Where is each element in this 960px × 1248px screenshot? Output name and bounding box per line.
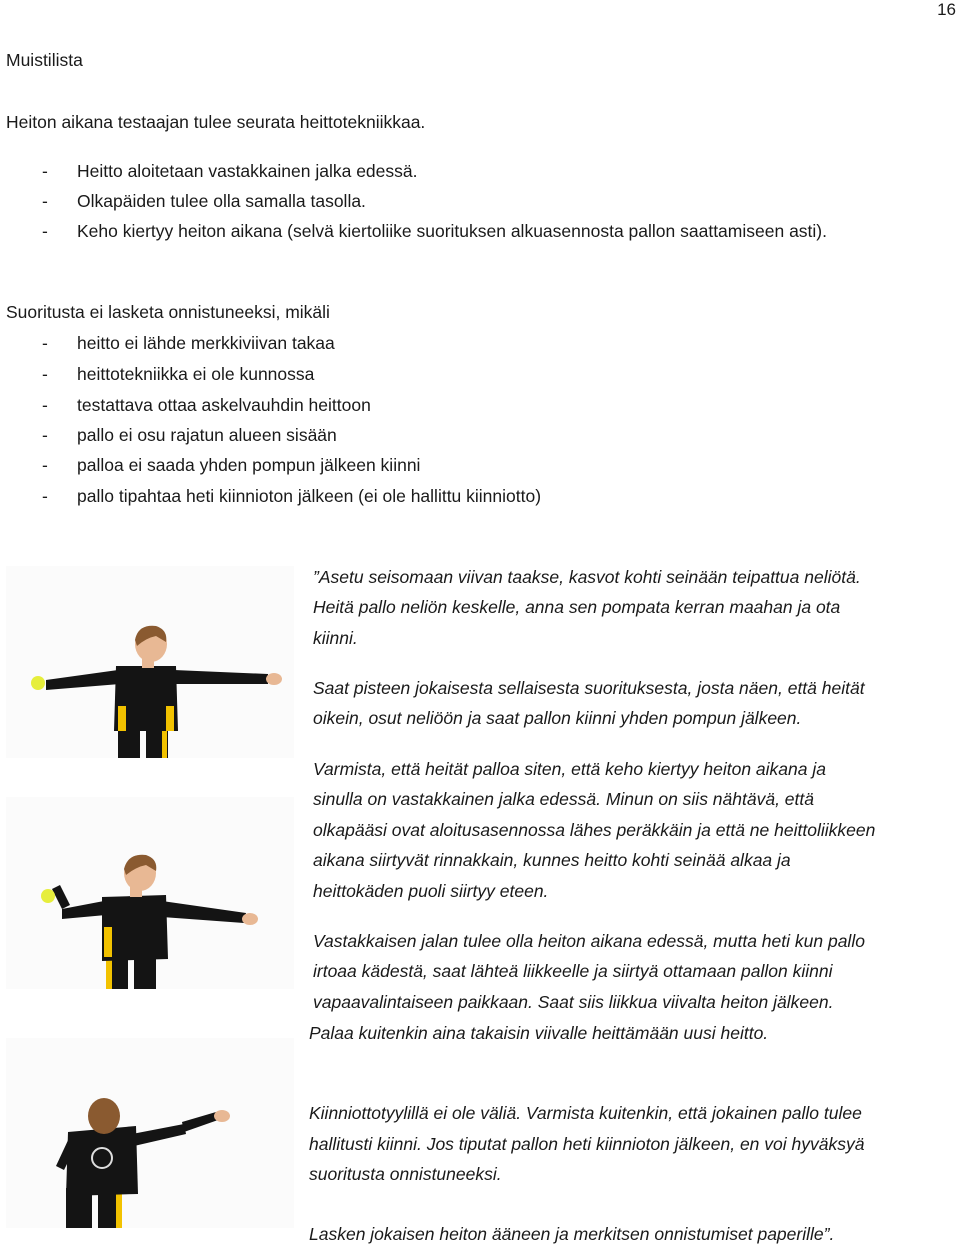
instruction-line: Kiinniottotyylillä ei ole väliä. Varmista kuitenkin, että jokainen pallo tulee <box>309 1103 862 1123</box>
instruction-line: Lasken jokaisen heiton ääneen ja merkitsen onnistumiset paperille”. <box>309 1224 835 1244</box>
instruction-line: irtoaa kädestä, saat lähteä liikkeelle ja siirtyä ottamaan pallon kiinni <box>313 961 833 981</box>
instruction-line: Varmista, että heität palloa siten, että keho kiertyy heiton aikana ja <box>313 759 826 779</box>
instruction-line: Palaa kuitenkin aina takaisin viivalle heittämään uusi heitto. <box>309 1023 769 1043</box>
instruction-line: kiinni. <box>313 628 358 648</box>
instruction-line: heittokäden puoli siirtyy eteen. <box>313 881 549 901</box>
instruction-line: hallitusti kiinni. Jos tiputat pallon heti kiinnioton jälkeen, en voi hyväksyä <box>309 1134 865 1154</box>
instruction-line: oikein, osut neliöön ja saat pallon kiinni yhden pompun jälkeen. <box>313 708 802 728</box>
instruction-line: suoritusta onnistuneeksi. <box>309 1164 502 1184</box>
instruction-line: Heitä pallo neliön keskelle, anna sen pompata kerran maahan ja ota <box>313 597 841 617</box>
boy-throw-release-photo <box>6 1038 294 1228</box>
heading: Muistilista <box>6 50 83 70</box>
boy-throw-mid-photo <box>6 797 294 989</box>
boy-throw-start-photo <box>6 566 294 758</box>
fail-intro: Suoritusta ei lasketa onnistuneeksi, mikäli <box>6 302 330 322</box>
instruction-line: sinulla on vastakkainen jalka edessä. Minun on siis nähtävä, että <box>313 789 814 809</box>
instruction-line: ”Asetu seisomaan viivan taakse, kasvot kohti seinään teipattua neliötä. <box>313 567 861 587</box>
instruction-line: aikana siirtyvät rinnakkain, kunnes heitto kohti seinää alkaa ja <box>313 850 791 870</box>
instruction-line: vapaavalintaiseen paikkaan. Saat siis liikkua viivalta heiton jälkeen. <box>313 992 834 1012</box>
page-number: 16 <box>937 0 956 19</box>
instruction-line: olkapääsi ovat aloitusasennossa lähes peräkkäin ja että ne heittoliikkeen <box>313 820 876 840</box>
instruction-line: Saat pisteen jokaisesta sellaisesta suorituksesta, josta näen, että heität <box>313 678 865 698</box>
intro-text: Heiton aikana testaajan tulee seurata heittotekniikkaa. <box>6 112 426 132</box>
instruction-line: Vastakkaisen jalan tulee olla heiton aikana edessä, mutta heti kun pallo <box>313 931 865 951</box>
